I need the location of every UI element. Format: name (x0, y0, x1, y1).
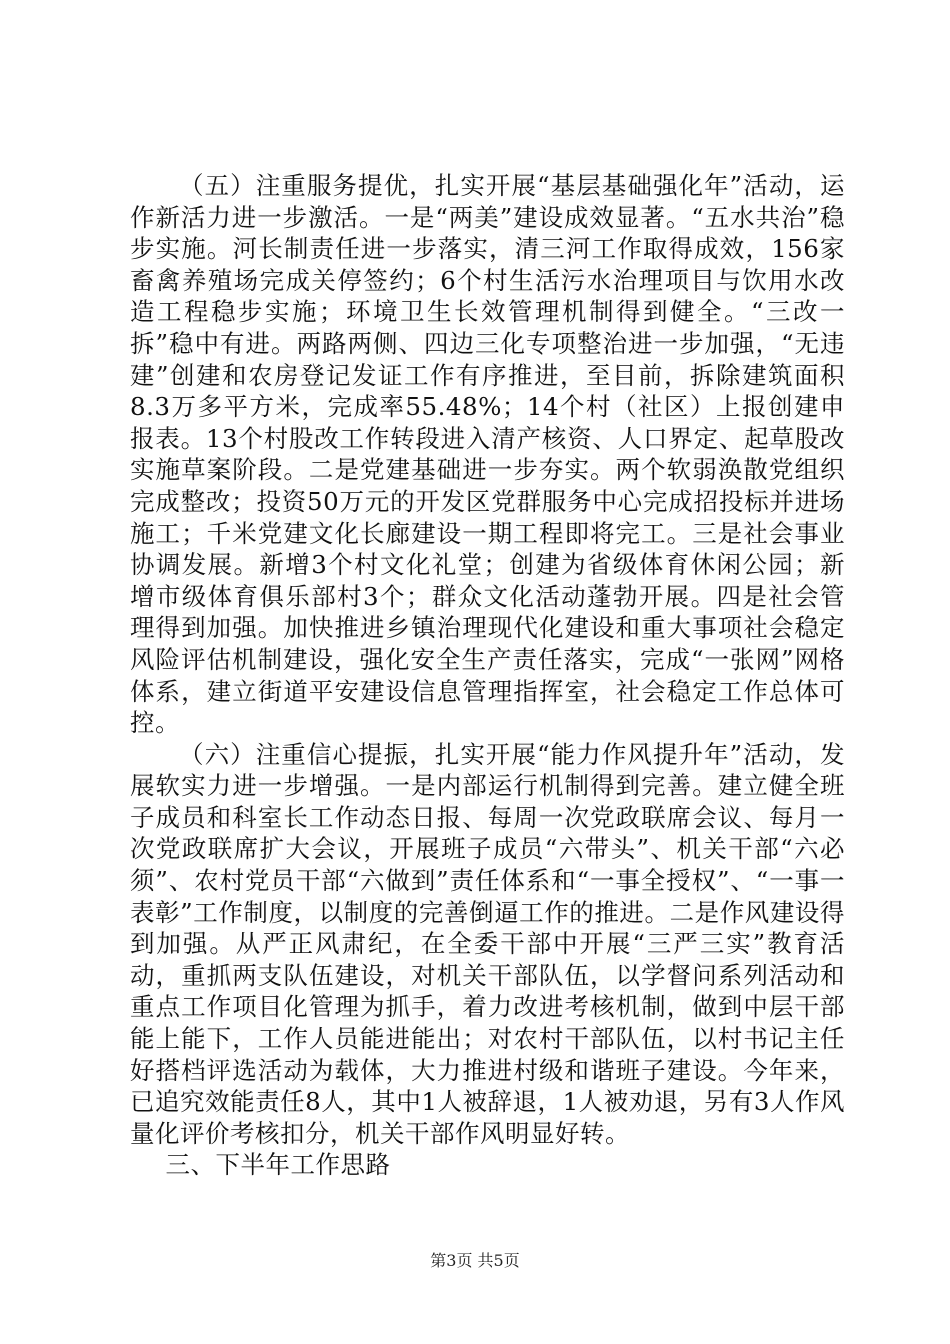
page-number-footer: 第3页 共5页 (430, 1251, 520, 1270)
section-heading: 三、下半年工作思路 (165, 1150, 391, 1180)
paragraph-section-five: （五）注重服务提优，扎实开展“基层基础强化年”活动，运作新活力进一步激活。一是“两美”建设成效显著。“五水共治”稳步实施。河长制责任进一步落实，清三河工作取得成效，156家畜禽养殖场完成关停签约；6个村生活污水治理项目与饮用水改造工程稳步实施；环境卫生长效管理机制得到健全。“三改一拆”稳中有进。两路两侧、四边三化专项整治进一步加强，“无违建”创建和农房登记发证工作有序推进，至目前，拆除建筑面积8.3万多平方米，完成率55.48%；14个村（社区）上报创建申报表。13个村股改工作转段进入清产核资、人口界定、起草股改实施草案阶段。二是党建基础进一步夯实。两个软弱涣散党组织完成整改；投资50万元的开发区党群服务中心完成招投标并进场施工；千米党建文化长廊建设一期工程即将完工。三是社会事业协调发展。新增3个村文化礼堂；创建为省级体育休闲公园；新增市级体育俱乐部村3个；群众文化活动蓬勃开展。四是社会管理得到加强。加快推进乡镇治理现代化建设和重大事项社会稳定风险评估机制建设，强化安全生产责任落实，完成“一张网”网格体系，建立街道平安建设信息管理指挥室，社会稳定工作总体可控。 (130, 171, 845, 738)
paragraph-section-six: （六）注重信心提振，扎实开展“能力作风提升年”活动，发展软实力进一步增强。一是内部运行机制得到完善。建立健全班子成员和科室长工作动态日报、每周一次党政联席会议、每月一次党政联席扩大会议，开展班子成员“六带头”、机关干部“六必须”、农村党员干部“六做到”责任体系和“一事全授权”、“一事一表彰”工作制度，以制度的完善倒逼工作的推进。二是作风建设得到加强。从严正风肃纪，在全委干部中开展“三严三实”教育活动，重抓两支队伍建设，对机关干部队伍，以学督问系列活动和重点工作项目化管理为抓手，着力改进考核机制，做到中层干部能上能下，工作人员能进能出；对农村干部队伍，以村书记主任好搭档评选活动为载体，大力推进村级和谐班子建设。今年来，已追究效能责任8人，其中1人被辞退，1人被劝退，另有3人作风量化评价考核扣分，机关干部作风明显好转。 (130, 739, 845, 1148)
document-body (130, 170, 845, 1181)
